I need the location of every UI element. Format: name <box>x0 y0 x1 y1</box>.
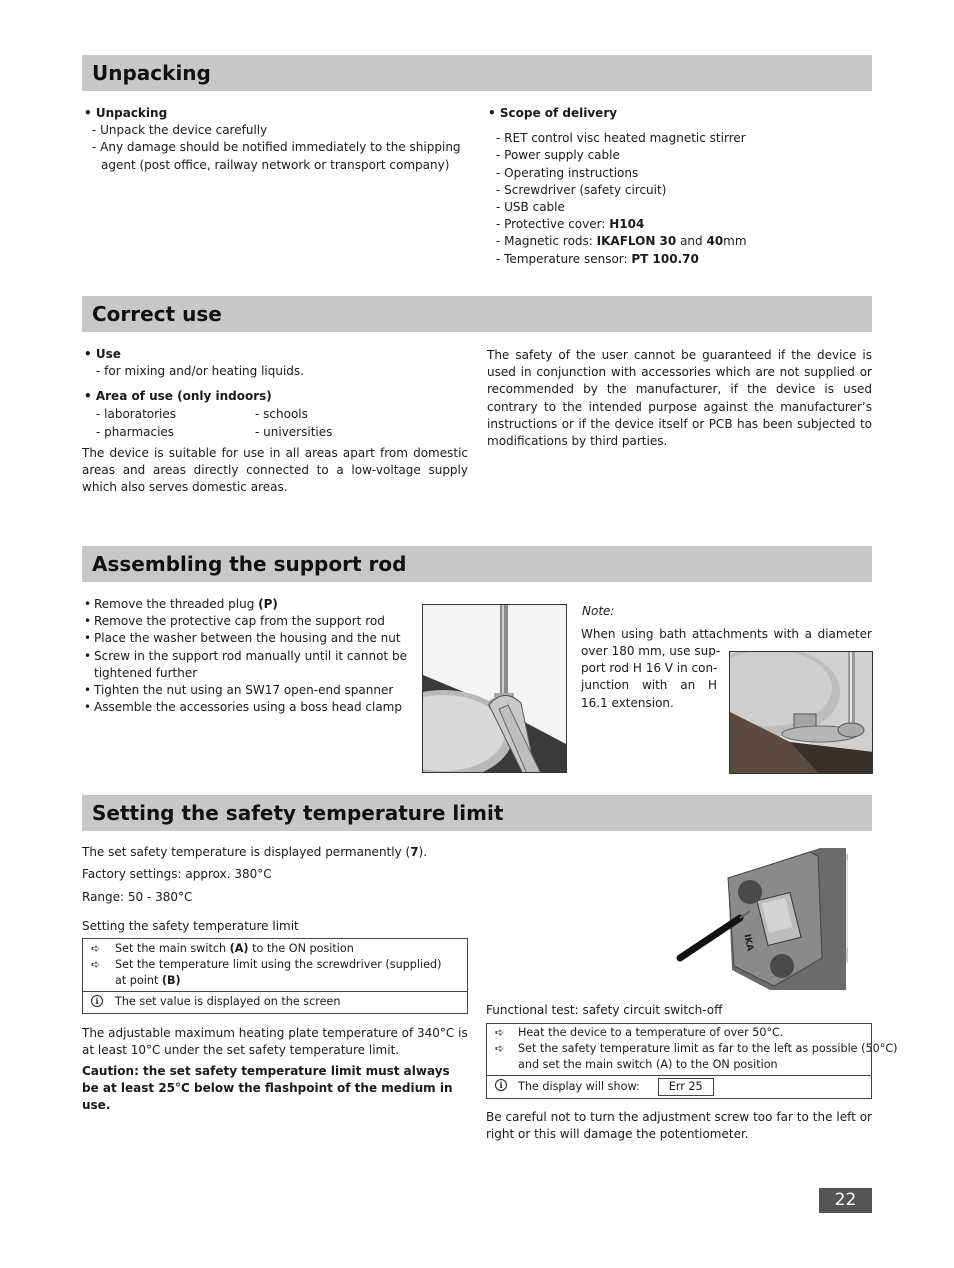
unpacking-item: agent (post office, railway network or transport company) <box>101 157 450 172</box>
note-paragraph: over 180 mm, use sup- port rod H 16 V in con- junction with an H 16.1 extension. <box>581 644 721 710</box>
unpacking-item: - Unpack the device carefully <box>92 123 268 138</box>
step-item: • Screw in the support rod manually until it cannot be <box>84 648 407 663</box>
support-rod-steps <box>84 596 414 716</box>
step-item: • Place the washer between the housing and the nut <box>84 631 401 646</box>
setting-instructions-box <box>82 938 468 1014</box>
section-title: Correct use <box>92 302 222 326</box>
scope-item: - USB cable <box>496 200 565 215</box>
info-icon: i <box>91 995 103 1007</box>
area-heading: • Area of use (only indoors) <box>84 389 272 404</box>
scope-item: - RET control visc heated magnetic stirrer <box>496 131 746 146</box>
scope-item: - Screwdriver (safety circuit) <box>496 182 667 197</box>
unpacking-item: - Any damage should be notified immediately to the shipping <box>92 140 461 155</box>
adjust-paragraph: The adjustable maximum heating plate temperature of 340°C is at least 10°C under the set safety temperature limit. <box>82 1026 468 1058</box>
scope-of-delivery-column <box>488 105 872 268</box>
arrow-icon: ➪ <box>91 958 101 971</box>
extension-photo <box>729 651 873 774</box>
func-step: ➪ Set the safety temperature limit as far to the left as possible (50°C) <box>495 1042 898 1055</box>
setting-box-title: Setting the safety temperature limit <box>82 919 299 933</box>
func-info: i The display will show: Err 25 <box>487 1078 871 1096</box>
arrow-icon: ➪ <box>495 1026 505 1039</box>
section-header-unpacking <box>82 55 872 91</box>
box-step: ➪ Set the main switch (A) to the ON position <box>91 942 354 955</box>
section-header-correct-use <box>82 296 872 332</box>
scope-item-rods: - Magnetic rods: IKAFLON 30 and 40mm <box>496 234 747 249</box>
area-list <box>82 406 468 441</box>
area-item: - schools <box>255 406 308 421</box>
device-screwdriver-photo <box>670 848 848 990</box>
step-item: • Remove the threaded plug (P) <box>84 597 278 611</box>
step-item: • Tighten the nut using an SW17 open-end spanner <box>84 683 394 698</box>
section-header-safety-limit <box>82 795 872 831</box>
func-step-cont: and set the main switch (A) to the ON position <box>518 1058 778 1071</box>
area-paragraph: The device is suitable for use in all areas apart from domestic areas and areas directly connected to a low-voltage supply which also serves domestic areas. <box>82 445 468 495</box>
scope-item-sensor: - Temperature sensor: PT 100.70 <box>496 251 699 266</box>
functional-test-box <box>486 1023 898 1099</box>
scope-item: - Operating instructions <box>496 165 639 180</box>
arrow-icon: ➪ <box>495 1042 505 1055</box>
area-item: - laboratories <box>96 406 177 421</box>
section-title: Unpacking <box>92 61 211 85</box>
functional-test-title: Functional test: safety circuit switch-off <box>486 1003 723 1017</box>
func-step: ➪ Heat the device to a temperature of over 50°C. <box>495 1026 784 1039</box>
box-info: i The set value is displayed on the screen <box>83 994 467 1010</box>
scope-item-cover: - Protective cover: H104 <box>496 217 645 232</box>
section-title: Assembling the support rod <box>92 552 407 576</box>
factory-settings: Factory settings: approx. 380°C <box>82 867 272 881</box>
caution-paragraph: Caution: the set safety temperature limit must always be at least 25°C below the flashpoint of the medium in use. <box>82 1064 453 1113</box>
correct-use-left-column <box>82 346 468 496</box>
unpacking-left-column <box>84 105 464 174</box>
unpacking-heading: • Unpacking <box>84 106 168 120</box>
step-item: • Remove the protective cap from the support rod <box>84 614 385 629</box>
spanner-photo <box>422 604 567 773</box>
use-heading: • Use <box>84 347 121 361</box>
careful-paragraph: Be careful not to turn the adjustment screw too far to the left or right or this will damage the potentiometer. <box>486 1110 872 1142</box>
scope-item: - Power supply cable <box>496 148 620 163</box>
device-logo-text: IKA <box>741 933 755 953</box>
page-number: 22 <box>819 1188 872 1213</box>
use-item: - for mixing and/or heating liquids. <box>96 364 304 379</box>
area-item: - universities <box>255 424 333 439</box>
area-item: - pharmacies <box>96 424 175 439</box>
note-line: When using bath attachments with a diameter <box>581 627 872 641</box>
section-title: Setting the safety temperature limit <box>92 801 504 825</box>
error-display: Err 25 <box>658 1078 714 1096</box>
info-icon: i <box>495 1079 507 1091</box>
arrow-icon: ➪ <box>91 942 101 955</box>
box-step: ➪ Set the temperature limit using the screwdriver (supplied) <box>91 958 442 971</box>
safety-paragraph: The safety of the user cannot be guaranteed if the device is used in conjunction with accessories which are not supplied or recommended by the manufacturer, if the device is used contrary to the intended purpose against the manufacturer’s instructions or if the device itself or PCB has been subjected to modifications by third parties. <box>487 348 872 449</box>
section-header-support-rod <box>82 546 872 582</box>
note-title: Note: <box>582 604 615 618</box>
step-item-cont: tightened further <box>94 665 198 680</box>
box-step-cont: at point (B) <box>115 974 181 987</box>
scope-heading: • Scope of delivery <box>488 106 618 120</box>
range: Range: 50 - 380°C <box>82 890 193 904</box>
step-item: • Assemble the accessories using a boss head clamp <box>84 700 402 715</box>
safety-para-1: The set safety temperature is displayed permanently (7). <box>82 845 428 859</box>
